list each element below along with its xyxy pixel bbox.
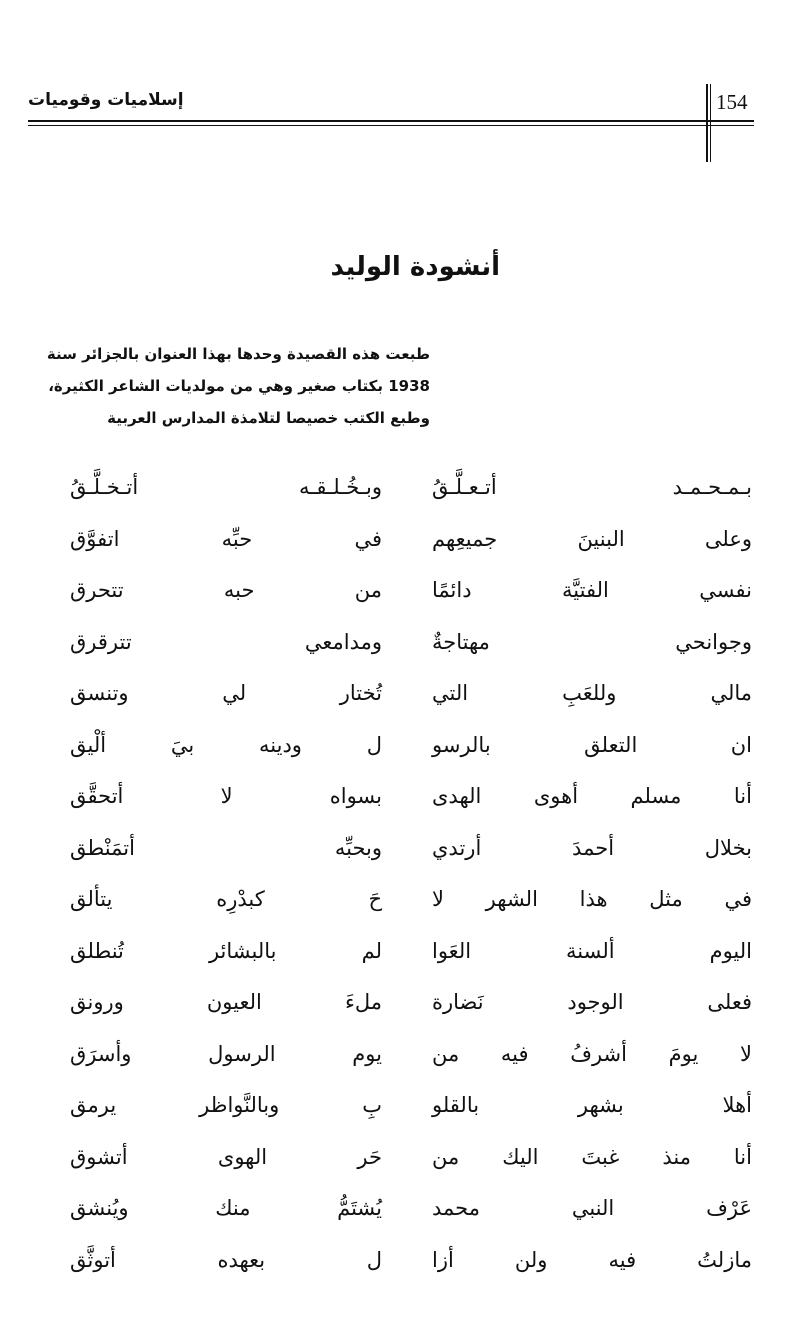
second-hemistich: يُشتَمُّ منك ويُنشق — [70, 1196, 382, 1220]
verse — [60, 934, 760, 986]
verse — [60, 573, 760, 625]
first-hemistich: لا يومَ أشرفُ فيه من — [432, 1041, 752, 1066]
second-hemistich: من حبه تتحرق — [70, 578, 382, 602]
intro-line: 1938 بكتاب صغير وهي من مولديات الشاعر الكثيرة، — [48, 377, 430, 395]
verse — [60, 625, 760, 677]
second-hemistich: ومدامعي تترقرق — [70, 629, 382, 654]
running-title: إسلاميات وقوميات — [28, 90, 184, 110]
verse — [60, 882, 760, 934]
first-hemistich: نفسي الفتيَّة دائمًا — [432, 578, 752, 602]
first-hemistich: فعلى الوجود نَضارة — [432, 990, 752, 1014]
first-hemistich: عَرْف النبي محمد — [432, 1196, 752, 1220]
second-hemistich: بِ وبالنَّواظر يرمق — [70, 1093, 382, 1117]
verse — [60, 676, 760, 728]
verse — [60, 470, 760, 522]
first-hemistich: وعلى البنينَ جميعِهم — [432, 526, 752, 551]
first-hemistich: مازلتُ فيه ولن أزا — [432, 1247, 752, 1272]
second-hemistich: وبحبِّه أتمَنْطق — [70, 835, 382, 860]
verse — [60, 1140, 760, 1192]
second-hemistich: يوم الرسول وأسرَق — [70, 1041, 382, 1066]
header-rule-thin — [28, 125, 754, 126]
second-hemistich: حَر الهوى أتشوق — [70, 1144, 382, 1169]
verse — [60, 831, 760, 883]
second-hemistich: ملءَ العيون ورونق — [70, 990, 382, 1014]
first-hemistich: بـمـحـمـد أتـعـلَّـقُ — [432, 475, 752, 499]
first-hemistich: في مثل هذا الشهر لا — [432, 887, 752, 911]
header-vertical-bar-thin — [710, 84, 711, 162]
verse — [60, 1088, 760, 1140]
header-rule-thick — [28, 120, 754, 122]
first-hemistich: أنا مسلم أهوى الهدى — [432, 784, 752, 808]
first-hemistich: بخلال أحمدَ أرتدي — [432, 835, 752, 860]
verse — [60, 1191, 760, 1243]
first-hemistich: وجوانحي مهتاجةٌ — [432, 629, 752, 654]
second-hemistich: ل ودينه بيَ ألْيق — [70, 732, 382, 757]
first-hemistich: مالي وللعَبِ التي — [432, 681, 752, 705]
first-hemistich: أنا منذ غبتَ اليك من — [432, 1144, 752, 1169]
second-hemistich: في حبِّه اتفوَّق — [70, 526, 382, 551]
intro-line: وطبع الكتب خصيصا لتلامذة المدارس العربية — [107, 409, 430, 427]
page-number: 154 — [716, 90, 748, 114]
second-hemistich: لم بالبشائر تُنطلق — [70, 938, 382, 963]
intro-line: طبعت هذه القصيدة وحدها بهذا العنوان بالجزائر سنة — [46, 345, 430, 363]
poem-verses — [60, 470, 760, 1294]
verse — [60, 779, 760, 831]
second-hemistich: بسواه لا أتحقَّق — [70, 784, 382, 808]
first-hemistich: اليوم ألسنة العَوا — [432, 938, 752, 963]
second-hemistich: ل بعهده أتوثَّق — [70, 1247, 382, 1272]
first-hemistich: ان التعلق بالرسو — [432, 732, 752, 757]
poem-intro-note — [46, 338, 430, 434]
header-vertical-bar — [706, 84, 708, 162]
verse — [60, 1037, 760, 1089]
first-hemistich: أهلا بشهر بالقلو — [432, 1093, 752, 1117]
verse — [60, 985, 760, 1037]
verse — [60, 522, 760, 574]
verse — [60, 728, 760, 780]
verse — [60, 1243, 760, 1295]
poem-title: أنشودة الوليد — [330, 252, 500, 282]
second-hemistich: وبـخُـلـقـه أتـخـلَّـقُ — [70, 475, 382, 499]
second-hemistich: تُختار لي وتنسق — [70, 681, 382, 705]
second-hemistich: حَ كبدْرِه يتألق — [70, 887, 382, 911]
